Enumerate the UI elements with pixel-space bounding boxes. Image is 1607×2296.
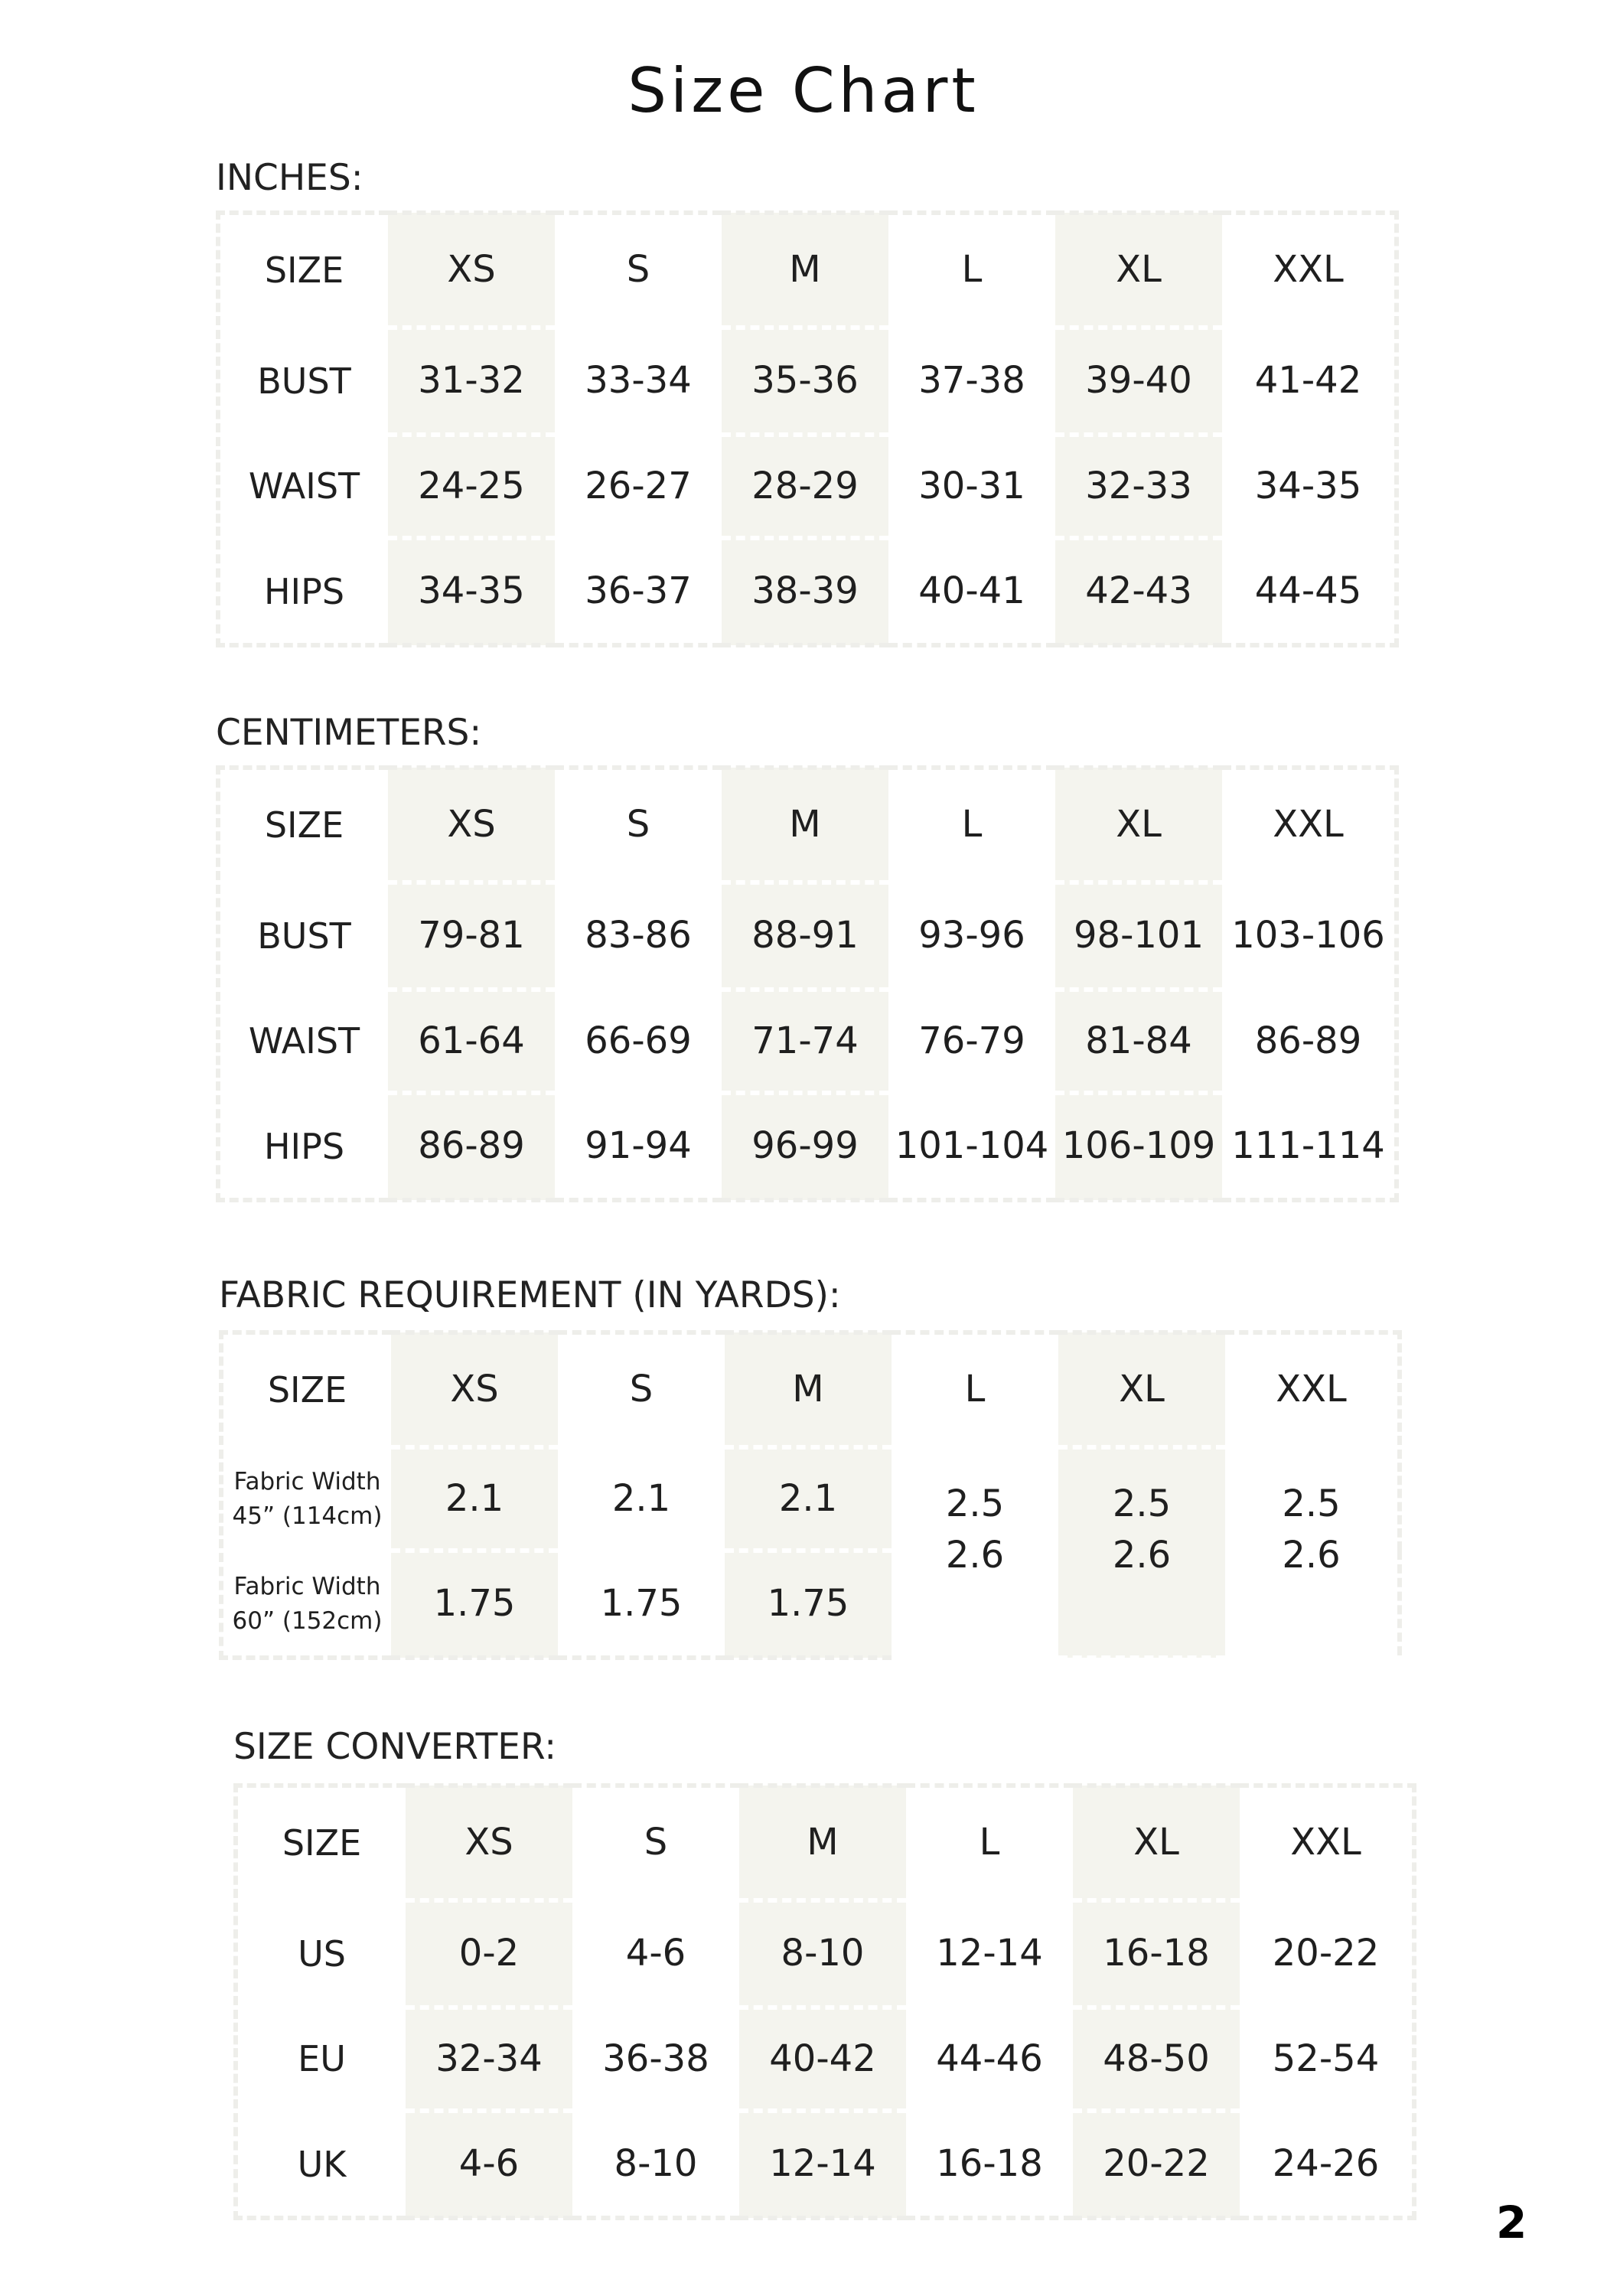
table-cell: 2.5 2.6	[1058, 1447, 1225, 1658]
row-label-eu: EU	[236, 2007, 406, 2111]
row-label-hips: HIPS	[263, 570, 345, 612]
table-cell: 31-32	[388, 328, 555, 435]
table-cell: 86-89	[1222, 990, 1397, 1093]
table-row	[221, 1447, 1400, 1551]
table-cell: 8-10	[614, 2142, 698, 2186]
column-header-xs: XS	[388, 768, 555, 882]
table-cell: 42-43	[1055, 538, 1222, 645]
table-header-row	[218, 768, 1397, 882]
table-cell: 1.75	[725, 1551, 892, 1658]
table-cell: 2.1	[725, 1447, 892, 1551]
size-header: SIZE	[221, 1332, 391, 1447]
table-cell: 48-50	[1073, 2007, 1240, 2111]
row-label-waist: WAIST	[218, 990, 388, 1093]
centimeters-table	[216, 765, 1399, 1202]
table-cell: 24-25	[388, 435, 555, 538]
inches-table	[216, 210, 1399, 647]
column-header-l: L	[906, 1786, 1073, 1900]
table-cell: 91-94	[585, 1124, 692, 1168]
table-cell: 41-42	[1222, 328, 1397, 435]
table-cell: 52-54	[1240, 2007, 1414, 2111]
table-cell: 2.5 2.6	[892, 1447, 1058, 1658]
table-cell: 33-34	[555, 328, 722, 435]
table-cell: 44-46	[906, 2007, 1073, 2111]
table-cell: 83-86	[555, 882, 722, 990]
column-header-xl: XL	[1058, 1332, 1225, 1447]
table-header-row	[221, 1332, 1400, 1447]
column-header-m: M	[739, 1786, 906, 1900]
table-cell: 2.5 2.6	[1225, 1447, 1400, 1658]
row-label-bust: BUST	[218, 882, 388, 990]
page-number: 2	[1496, 2197, 1527, 2249]
column-header-xl: XL	[1055, 768, 1222, 882]
row-label-waist: WAIST	[218, 435, 388, 538]
table-row	[218, 882, 1397, 990]
table-row	[236, 2007, 1414, 2111]
column-header-xs: XS	[391, 1332, 558, 1447]
table-cell: 40-41	[918, 569, 1025, 613]
table-cell: 8-10	[739, 1900, 906, 2007]
page-title: Size Chart	[627, 55, 980, 126]
row-label-bust: BUST	[218, 328, 388, 435]
column-header-xl: XL	[1055, 213, 1222, 328]
column-header-xxl: XXL	[1222, 768, 1397, 882]
size-converter-table	[233, 1783, 1416, 2220]
table-cell: 79-81	[388, 882, 555, 990]
row-label-us: US	[236, 1900, 406, 2007]
column-header-xs: XS	[388, 213, 555, 328]
table-cell: 81-84	[1055, 990, 1222, 1093]
column-header-xs: XS	[406, 1786, 572, 1900]
table-cell: 35-36	[722, 328, 888, 435]
column-header-m: M	[725, 1332, 892, 1447]
table-cell: 1.75	[600, 1582, 683, 1626]
column-header-s: S	[572, 1786, 739, 1900]
table-cell: 16-18	[1073, 1900, 1240, 2007]
table-cell: 2.1	[391, 1447, 558, 1551]
table-cell: 86-89	[388, 1093, 555, 1200]
fabric-table	[219, 1330, 1402, 1660]
column-header-s: S	[555, 213, 722, 328]
table-cell: 38-39	[722, 538, 888, 645]
column-header-l: L	[892, 1332, 1058, 1447]
table-cell: 20-22	[1073, 2111, 1240, 2218]
table-cell: 101-104	[895, 1124, 1049, 1168]
table-row	[218, 990, 1397, 1093]
section-heading-centimeters: CENTIMETERS:	[216, 712, 482, 754]
table-cell: 44-45	[1254, 569, 1362, 613]
table-cell: 34-35	[388, 538, 555, 645]
size-header: SIZE	[218, 768, 388, 882]
table-cell: 76-79	[888, 990, 1055, 1093]
table-cell: 30-31	[888, 435, 1055, 538]
table-cell: 96-99	[722, 1093, 888, 1200]
column-header-l: L	[888, 768, 1055, 882]
table-cell: 93-96	[888, 882, 1055, 990]
table-cell: 61-64	[388, 990, 555, 1093]
table-cell: 2.1	[558, 1447, 725, 1551]
column-header-m: M	[722, 213, 888, 328]
table-cell: 20-22	[1240, 1900, 1414, 2007]
table-cell: 36-38	[572, 2007, 739, 2111]
table-cell: 103-106	[1222, 882, 1397, 990]
table-cell: 28-29	[722, 435, 888, 538]
row-label-hips: HIPS	[263, 1125, 345, 1167]
table-cell: 4-6	[406, 2111, 572, 2218]
table-cell: 39-40	[1055, 328, 1222, 435]
table-header-row	[236, 1786, 1414, 1900]
table-cell: 24-26	[1272, 2142, 1380, 2186]
column-header-xxl: XXL	[1225, 1332, 1400, 1447]
section-heading-fabric: FABRIC REQUIREMENT (IN YARDS):	[219, 1274, 841, 1316]
size-header: SIZE	[236, 1786, 406, 1900]
column-header-xxl: XXL	[1222, 213, 1397, 328]
column-header-l: L	[888, 213, 1055, 328]
table-cell: 40-42	[739, 2007, 906, 2111]
table-cell: 12-14	[739, 2111, 906, 2218]
table-cell: 34-35	[1222, 435, 1397, 538]
table-cell: 71-74	[722, 990, 888, 1093]
table-cell: 32-34	[406, 2007, 572, 2111]
section-heading-inches: INCHES:	[216, 157, 363, 199]
table-cell: 12-14	[906, 1900, 1073, 2007]
table-cell: 26-27	[555, 435, 722, 538]
column-header-s: S	[558, 1332, 725, 1447]
section-heading-size-converter: SIZE CONVERTER:	[233, 1726, 557, 1768]
table-cell: 4-6	[572, 1900, 739, 2007]
table-header-row	[218, 213, 1397, 328]
table-cell: 1.75	[391, 1551, 558, 1658]
row-label-fabric-width-60: Fabric Width 60” (152cm)	[232, 1573, 383, 1635]
column-header-xl: XL	[1073, 1786, 1240, 1900]
column-header-s: S	[555, 768, 722, 882]
table-row	[218, 1093, 1397, 1200]
column-header-m: M	[722, 768, 888, 882]
table-cell: 0-2	[406, 1900, 572, 2007]
table-cell: 66-69	[555, 990, 722, 1093]
table-cell: 111-114	[1231, 1124, 1385, 1168]
table-cell: 37-38	[888, 328, 1055, 435]
table-cell: 88-91	[722, 882, 888, 990]
table-cell: 32-33	[1055, 435, 1222, 538]
row-label-fabric-width-45: Fabric Width 45” (114cm)	[221, 1447, 391, 1551]
table-row	[236, 1900, 1414, 2007]
table-cell: 106-109	[1055, 1093, 1222, 1200]
size-header: SIZE	[218, 213, 388, 328]
table-cell: 36-37	[585, 569, 692, 613]
table-row	[236, 2111, 1414, 2218]
table-cell: 98-101	[1055, 882, 1222, 990]
row-label-uk: UK	[297, 2143, 347, 2185]
table-row	[218, 328, 1397, 435]
table-row	[218, 435, 1397, 538]
column-header-xxl: XXL	[1240, 1786, 1414, 1900]
table-row	[218, 538, 1397, 645]
table-cell: 16-18	[936, 2142, 1043, 2186]
